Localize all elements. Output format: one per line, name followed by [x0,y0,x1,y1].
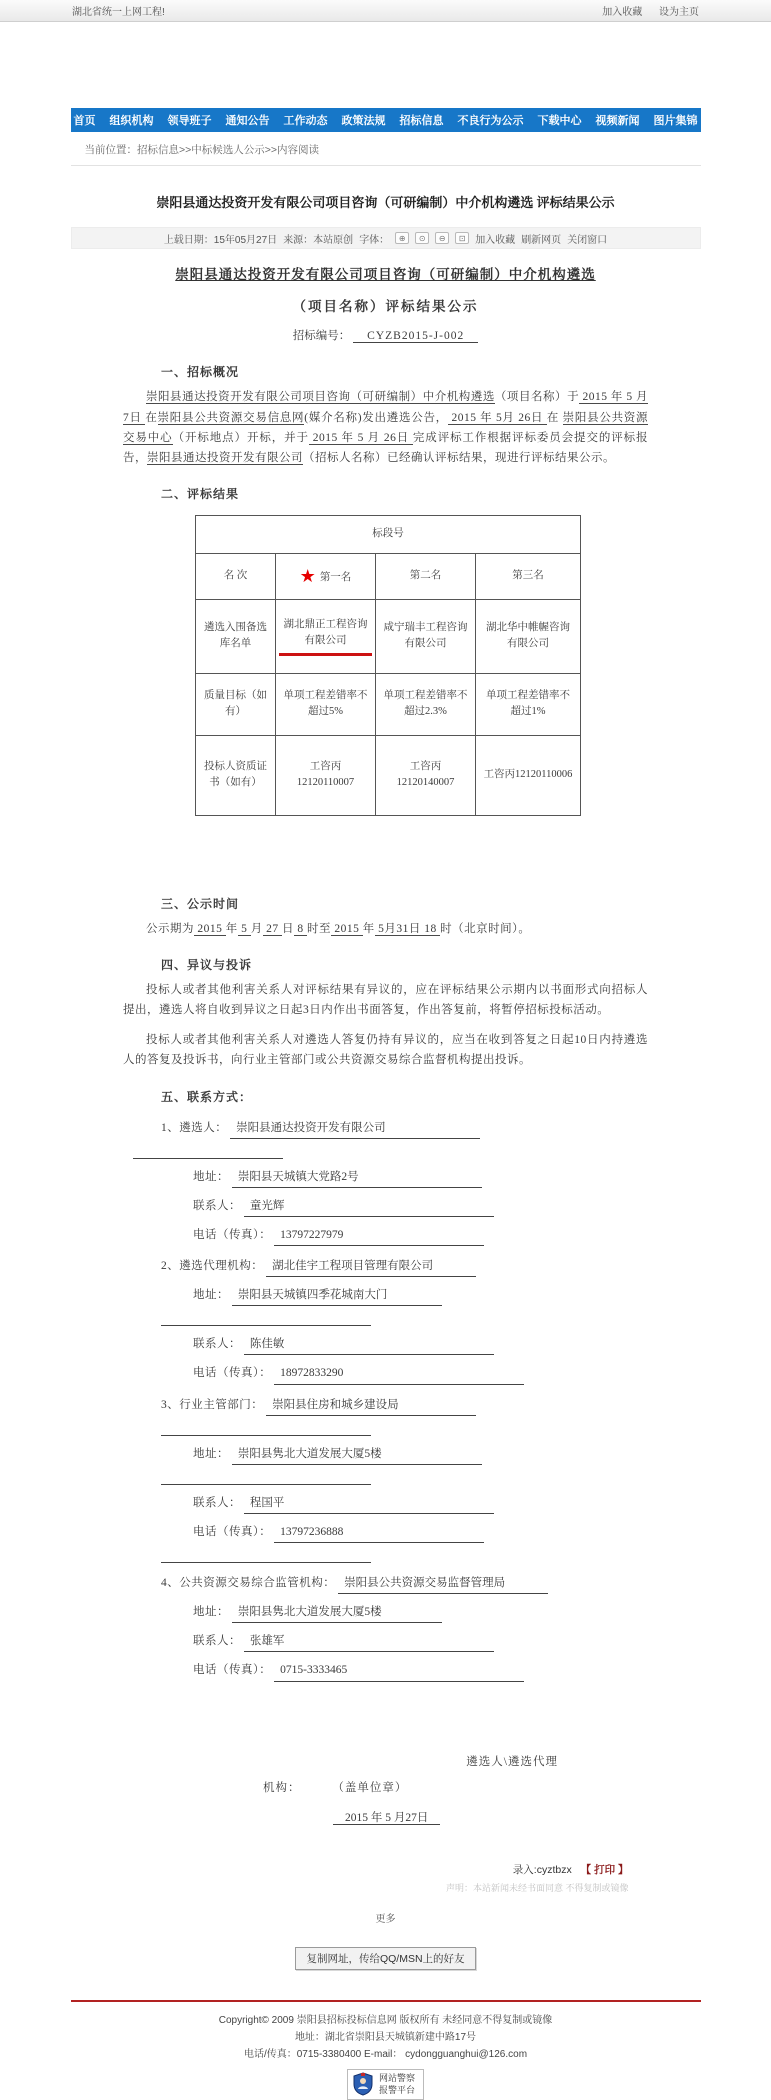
table-row [196,673,581,735]
font-reset-icon[interactable]: ⊡ [455,232,469,244]
table-row [196,735,581,815]
police-badge[interactable] [347,2069,424,2100]
signature-party: 遴选人\遴选代理 [466,1755,558,1768]
contact1-address: 崇阳县天城镇大党路2号 [232,1167,482,1188]
site-note: 湖北省统一上网工程! [72,7,165,18]
certificate-label-cell: 投标人资质证书（如有） [196,735,276,815]
contact2-person: 陈佳敏 [244,1334,494,1355]
section1-paragraph: 崇阳县通达投资开发有限公司项目咨询（可研编制）中介机构遴选（项目名称）于 2015 年 5 月7日 在崇阳县公共资源交易信息网(媒介名称)发出遴选公告， 2015 年 5月 26日 在 崇阳县公共资源交易中心（开标地点）开标，并于 2015 年 5 月 26日 完成评标工作根据评标委员会提交的评标报告，崇阳县通达投资开发有限公司（招标人名称）已经确认评标结果，现进行评标结果公示。 [123,391,649,464]
contact-row: 电话（传真）： 18972833290 [193,1363,648,1384]
section4-paragraph2: 投标人或者其他利害关系人对遴选人答复仍持有异议的，应当在收到答复之日起10日内持遴选人的答复及投诉书，向行业主管部门或公共资源交易综合监督机构提出投诉。 [123,1034,648,1067]
rank-label-cell: 名 次 [196,553,276,599]
table-header-lot: 标段号 [196,515,581,553]
quality-third-cell: 单项工程差错率不超过1% [476,673,581,735]
contact-row: 电话（传真）： 13797236888 [193,1522,648,1543]
main-nav [71,108,701,132]
meta-add-favorite-link[interactable]: 加入收藏 [475,234,516,246]
nav-item-downloads[interactable]: 下载中心 [537,115,582,127]
entered-by: 录入:cyztbzx [512,1863,572,1876]
nav-item-bid-info[interactable]: 招标信息 [399,115,444,127]
section4-paragraph1: 投标人或者其他利害关系人对评标结果有异议的，应在评标结果公示期内以书面形式向招标人提出，遴选人将自收到异议之日起3日内作出书面答复，作出答复前，将暂停招标投标活动。 [123,984,648,1017]
signature-date: 2015 年 5 月27日 [333,1808,648,1828]
font-smaller-icon[interactable]: ⊖ [435,232,449,244]
doc-title-line1: 崇阳县通达投资开发有限公司项目咨询（可研编制）中介机构遴选 [175,267,596,282]
blank-underline [161,1314,371,1326]
section3-heading: 三、公示时间 [161,896,240,911]
contact-row: 地址： 崇阳县天城镇大党路2号 [193,1167,648,1188]
contact4-person: 张雄军 [244,1631,494,1652]
contact-row: 电话（传真）： 0715-3333465 [193,1660,648,1681]
certificate-second-cell: 工咨丙12120140007 [376,735,476,815]
contact1-person: 童光辉 [244,1196,494,1217]
meta-close-window-link[interactable]: 关闭窗口 [567,234,608,246]
contact-row: 电话（传真）： 13797227979 [193,1225,648,1246]
contact-row: 地址： 崇阳县隽北大道发展大厦5楼 [193,1444,648,1465]
first-place-star-icon: ★ [299,565,316,586]
nav-item-leadership[interactable]: 领导班子 [167,115,212,127]
shortlist-label-cell: 遴选入围备选库名单 [196,599,276,673]
rank-third-cell: 第三名 [476,553,581,599]
contact3-name: 崇阳县住房和城乡建设局 [266,1395,476,1416]
upload-date: 上载日期：15年05月27日 [163,234,278,246]
shortlist-third-cell: 湖北华中帷幄咨询有限公司 [476,599,581,673]
contact3-person: 程国平 [244,1493,494,1514]
meta-refresh-link[interactable]: 刷新网页 [521,234,562,246]
nav-item-organization[interactable]: 组织机构 [109,115,154,127]
set-homepage-link[interactable]: 设为主页 [659,7,699,18]
rank-first-cell: ★ 第一名 [276,553,376,599]
table-row [196,553,581,599]
contact-row: 联系人： 陈佳敏 [193,1334,648,1355]
blank-underline [161,1424,371,1436]
font-medium-icon[interactable]: ⊙ [415,232,429,244]
nav-item-policies[interactable]: 政策法规 [341,115,386,127]
contact4-address: 崇阳县隽北大道发展大厦5楼 [232,1602,442,1623]
footer-divider [71,2000,701,2002]
nav-item-bad-behavior[interactable]: 不良行为公示 [457,115,524,127]
print-button[interactable]: 【 打印 】 [580,1863,629,1876]
contact4-name: 崇阳县公共资源交易监督管理局 [338,1573,548,1594]
top-utility-bar [0,0,771,22]
contact-item-authority: 3、行业主管部门： 崇阳县住房和城乡建设局 [161,1395,648,1416]
nav-item-notices[interactable]: 通知公告 [225,115,270,127]
share-url-button[interactable]: 复制网址，传给QQ/MSN上的好友 [295,1947,475,1970]
announcement-document [123,263,648,1828]
contact2-phone: 18972833290 [274,1363,524,1384]
contact-row: 地址： 崇阳县天城镇四季花城南大门 [193,1285,648,1306]
bid-number-line [123,326,648,346]
contact2-name: 湖北佳宇工程项目管理有限公司 [266,1256,476,1277]
contact-row: 联系人： 程国平 [193,1493,648,1514]
nav-item-video-news[interactable]: 视频新闻 [595,115,640,127]
contact-row: 地址： 崇阳县隽北大道发展大厦5楼 [193,1602,648,1623]
breadcrumb: 当前位置：招标信息>>中标候选人公示>>内容阅读 [71,132,701,166]
font-size-label: 字体： [359,234,390,246]
nav-item-home[interactable]: 首页 [73,115,96,127]
site-footer [0,2012,771,2100]
contact1-name: 崇阳县通达投资开发有限公司 [230,1118,480,1139]
certificate-first-cell: 工咨丙12120110007 [276,735,376,815]
section3-paragraph: 公示期为 2015 年 5 月 27 日 8 时至 2015 年 5月31日 18 时（北京时间）。 [146,922,531,935]
blank-underline [161,1473,371,1485]
copy-notice: 声明：本站新闻未经书面同意 不得复制或镜像 [445,1882,629,1893]
contact1-phone: 13797227979 [274,1225,484,1246]
contact-item-agency: 2、遴选代理机构： 湖北佳宇工程项目管理有限公司 [161,1256,648,1277]
contact-row: 联系人： 张雄军 [193,1631,648,1652]
quality-first-cell: 单项工程差错率不超过5% [276,673,376,735]
rank-second-cell: 第二名 [376,553,476,599]
footer-copyright: Copyright© 2009 崇阳县招标投标信息网 版权所有 未经同意不得复制或镜像 [218,2014,553,2026]
blank-underline [133,1147,283,1159]
shortlist-first-cell: 湖北鼎正工程咨询有限公司 [276,599,376,673]
more-link[interactable]: 更多 [375,1913,396,1925]
section2-heading: 二、评标结果 [161,486,240,501]
table-row [196,599,581,673]
source: 来源：本站原创 [283,234,354,246]
signature-org-line: 机构： （盖单位章） [263,1781,408,1794]
blank-underline [161,1551,371,1563]
contact2-address: 崇阳县天城镇四季花城南大门 [232,1285,442,1306]
footer-address: 地址：湖北省崇阳县天城镇新建中路17号 [294,2031,477,2043]
seal-note: （盖单位章） [332,1781,408,1794]
page-title: 崇阳县通达投资开发有限公司项目咨询（可研编制）中介机构遴选 评标结果公示 [156,195,615,210]
bid-number-value: CYZB2015-J-002 [353,330,478,343]
contact4-phone: 0715-3333465 [274,1660,524,1681]
nav-item-photo-gallery[interactable]: 图片集锦 [653,115,698,127]
section1-heading: 一、招标概况 [161,365,240,380]
contact-item-selector: 1、遴选人： 崇阳县通达投资开发有限公司 [161,1118,648,1139]
quality-second-cell: 单项工程差错率不超过2.3% [376,673,476,735]
shortlist-second-cell: 咸宁瑞丰工程咨询有限公司 [376,599,476,673]
add-favorite-link[interactable]: 加入收藏 [602,7,643,18]
nav-item-work-news[interactable]: 工作动态 [283,115,328,127]
section5-heading: 五、联系方式： [161,1089,253,1104]
section4-heading: 四、异议与投诉 [161,958,253,972]
contact3-phone: 13797236888 [274,1522,484,1543]
certificate-third-cell: 工咨丙12120110006 [476,735,581,815]
winner-red-underline [279,653,373,656]
contact3-address: 崇阳县隽北大道发展大厦5楼 [232,1444,482,1465]
entry-line [71,1862,629,1877]
contact-item-supervisor: 4、公共资源交易综合监管机构： 崇阳县公共资源交易监督管理局 [161,1573,648,1594]
contact-row: 联系人： 童光辉 [193,1196,648,1217]
badge-line2: 报警平台 [378,2085,415,2096]
font-larger-icon[interactable]: ⊕ [395,232,409,244]
doc-title-line2: （项目名称）评标结果公示 [292,298,479,314]
footer-phone-email: 电话/传真：0715-3380400 E-mail： cydongguanghui@126.com [243,2048,528,2060]
police-badge-icon [352,2072,374,2096]
badge-line1: 网站警察 [378,2072,415,2083]
article-meta-bar [71,227,701,249]
bid-number-label: 招标编号： [292,330,351,343]
evaluation-result-table [195,515,581,816]
quality-label-cell: 质量目标（如有） [196,673,276,735]
